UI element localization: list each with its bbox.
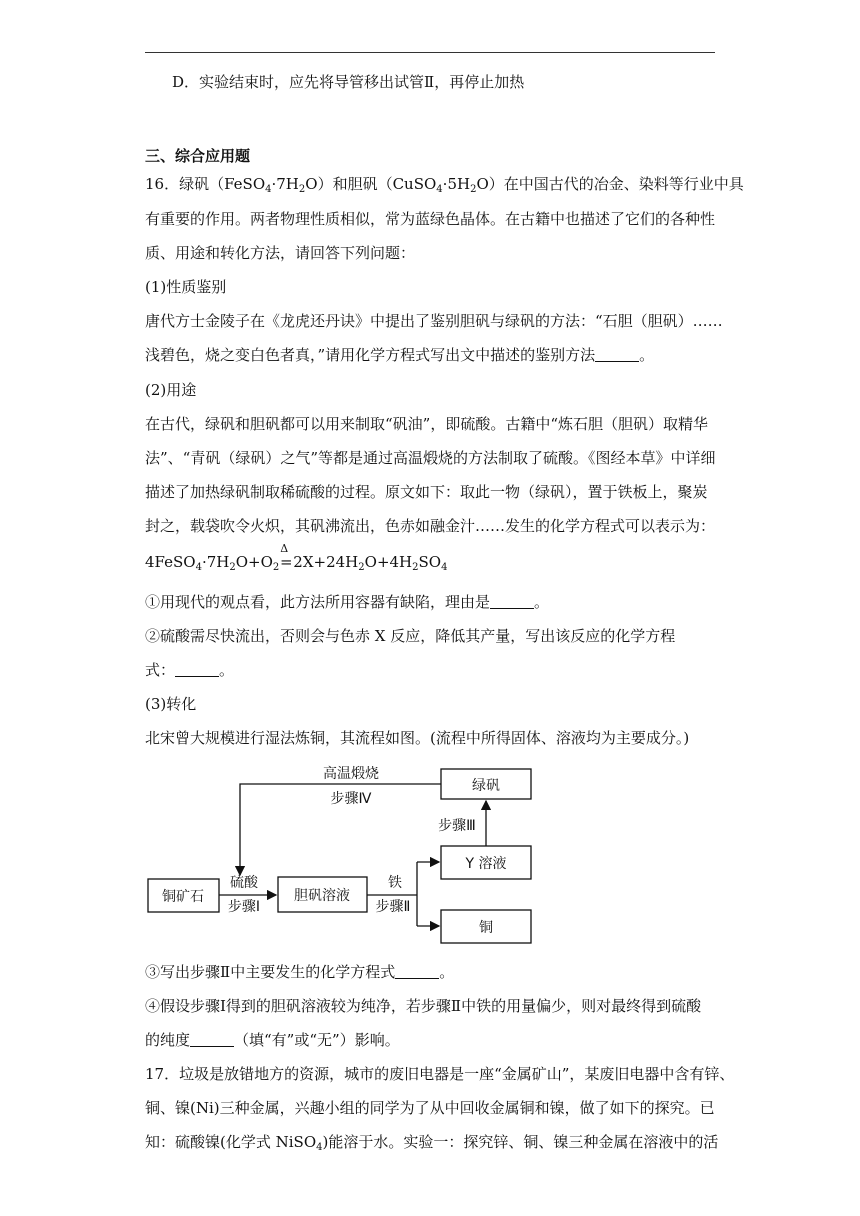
subquestion-2-line-1: ②硫酸需尽快流出，否则会与色赤 X 反应，降低其产量，写出该反应的化学方程 — [145, 627, 676, 645]
q17-line-2: 铜、镍(Ni)三种金属，兴趣小组的同学为了从中回收金属铜和镍，做了如下的探究。已 — [145, 1099, 715, 1117]
subquestion-3: ③写出步骤Ⅱ中主要发生的化学方程式 。 — [145, 963, 455, 981]
reaction-equation: $4FeSO_4\cdot 7H_2O+O_2$ Δ $=2X+24H_2O+4H_2SO_4$ — [145, 542, 448, 573]
answer-blank[interactable] — [395, 964, 439, 979]
q17-line-1: 17．垃圾是放错地方的资源，城市的废旧电器是一座“金属矿山”，某废旧电器中含有锌、 — [145, 1065, 735, 1083]
flow-diagram — [145, 760, 545, 950]
step1-label: 步骤Ⅰ — [227, 899, 261, 915]
part2-line-1: 在古代，绿矾和胆矾都可以用来制取“矾油”，即硫酸。古籍中“炼石胆（胆矾）取精华 — [145, 415, 709, 433]
copper-ore-label: 铜矿石 — [162, 889, 204, 905]
step4-label: 步骤Ⅳ — [330, 791, 372, 807]
subquestion-2-line-2: 式： 。 — [145, 661, 235, 679]
green-vitriol-label: 绿矾 — [472, 778, 500, 794]
top-divider — [145, 52, 715, 53]
part3-line-1: 北宋曾大规模进行湿法炼铜，其流程如图。(流程中所得固体、溶液均为主要成分。) — [145, 729, 690, 747]
step1-reagent: 硫酸 — [230, 875, 258, 891]
subquestion-1: ①用现代的观点看，此方法所用容器有缺陷，理由是 。 — [145, 593, 550, 611]
y-solution-label: Y 溶液 — [465, 856, 507, 872]
part2-line-4: 封之，载袋吹令火炽，其矾沸流出，色赤如融金汁……发生的化学方程式可以表示为： — [145, 517, 716, 535]
bluestone-solution-label: 胆矾溶液 — [294, 888, 350, 904]
answer-blank[interactable] — [175, 662, 219, 677]
part2-title: (2)用途 — [145, 381, 197, 399]
step2-label: 步骤Ⅱ — [375, 899, 411, 915]
option-d: D．实验结束时，应先将导管移出试管Ⅱ，再停止加热 — [172, 73, 525, 91]
q16-intro-line-1: 16．绿矾$(FeSO_4\cdot 7H_2O)$和胆矾$(CuSO_4\cdot 5H_2O)$在中国古代的冶金、染料等行业中具 — [145, 175, 744, 195]
part1-line-1: 唐代方士金陵子在《龙虎还丹诀》中提出了鉴别胆矾与绿矾的方法：“石胆（胆矾）…… — [145, 312, 723, 330]
part2-line-3: 描述了加热绿矾制取稀硫酸的过程。原文如下：取此一物（绿矾），置于铁板上，聚炭 — [145, 483, 708, 501]
section-title: 三、综合应用题 — [145, 147, 251, 165]
heating-condition: Δ = — [280, 542, 293, 571]
part1-line-2: 浅碧色，烧之变白色者真，”请用化学方程式写出文中描述的鉴别方法 。 — [145, 346, 655, 364]
answer-blank[interactable] — [190, 1032, 234, 1047]
subquestion-4-line-2: 的纯度 （填“有”或“无”）影响。 — [145, 1031, 400, 1049]
part3-title: (3)转化 — [145, 695, 197, 713]
answer-blank[interactable] — [595, 347, 639, 362]
q16-intro-line-2: 有重要的作用。两者物理性质相似，常为蓝绿色晶体。在古籍中也描述了它们的各种性 — [145, 210, 716, 228]
answer-blank[interactable] — [490, 594, 534, 609]
copper-label: 铜 — [479, 920, 493, 936]
q17-line-3: 知：硫酸镍(化学式 NiSO$_4$)能溶于水。实验一：探究锌、铜、镍三种金属在溶液中的活 — [145, 1133, 719, 1153]
part2-line-2: 法”、“青矾（绿矾）之气”等都是通过高温煅烧的方法制取了硫酸。《图经本草》中详细 — [145, 449, 716, 467]
subquestion-4-line-1: ④假设步骤Ⅰ得到的胆矾溶液较为纯净，若步骤Ⅱ中铁的用量偏少，则对最终得到硫酸 — [145, 997, 702, 1015]
q16-intro-line-3: 质、用途和转化方法，请回答下列问题： — [145, 244, 416, 262]
step2-reagent: 铁 — [388, 875, 402, 891]
step4-reagent: 高温煅烧 — [323, 766, 379, 782]
part1-title: (1)性质鉴别 — [145, 278, 227, 296]
step3-label: 步骤Ⅲ — [438, 818, 476, 834]
